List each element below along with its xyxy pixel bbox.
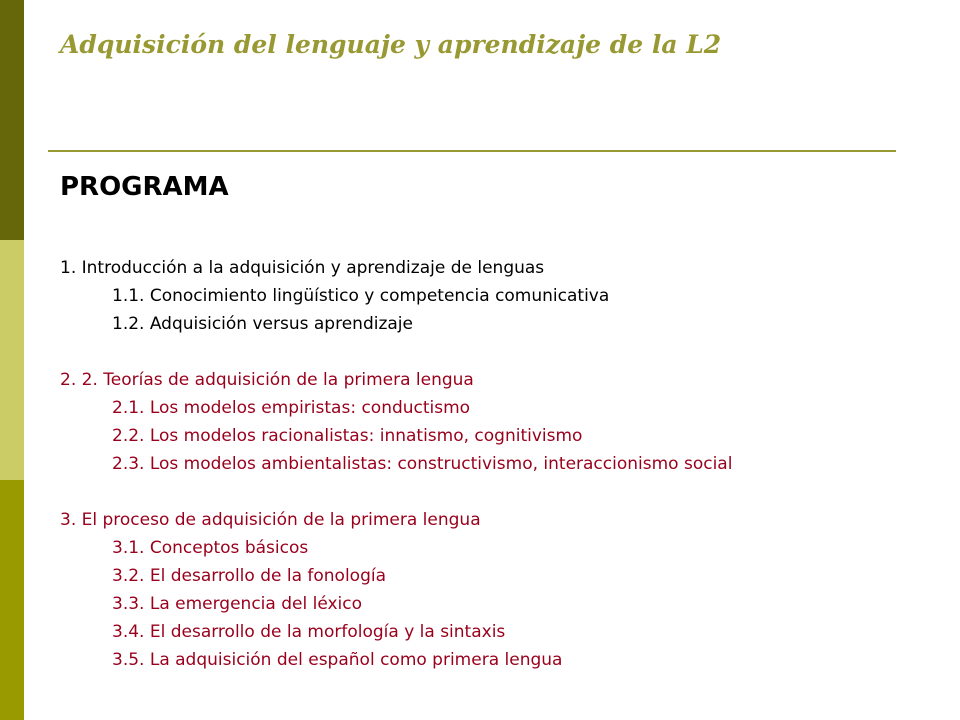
section-title: 2. 2. Teorías de adquisición de la primera lengua (60, 370, 474, 390)
section-item: 1.2. Adquisición versus aprendizaje (112, 314, 413, 334)
section-item: 1.1. Conocimiento lingüístico y competencia comunicativa (112, 286, 610, 306)
sidebar-band-middle (0, 240, 24, 480)
sidebar-band-bottom (0, 480, 24, 720)
section-item: 2.3. Los modelos ambientalistas: constructivismo, interaccionismo social (112, 454, 733, 474)
section-title: 1. Introducción a la adquisición y aprendizaje de lenguas (60, 258, 545, 278)
section-spacer (60, 478, 940, 506)
section-item: 3.2. El desarrollo de la fonología (112, 566, 387, 586)
section-item: 2.1. Los modelos empiristas: conductismo (112, 398, 471, 418)
sidebar-band-top (0, 0, 24, 240)
section-item: 2.2. Los modelos racionalistas: innatismo, cognitivismo (112, 426, 583, 446)
section-item: 3.3. La emergencia del léxico (112, 594, 363, 614)
section-item: 3.4. El desarrollo de la morfología y la sintaxis (112, 622, 506, 642)
slide-title: Adquisición del lenguaje y aprendizaje de la L2 (60, 30, 722, 59)
section-item: 3.5. La adquisición del español como primera lengua (112, 650, 563, 670)
section-item: 3.1. Conceptos básicos (112, 538, 309, 558)
program-heading: PROGRAMA (60, 172, 229, 202)
section-title: 3. El proceso de adquisición de la primera lengua (60, 510, 481, 530)
program-outline (60, 254, 940, 674)
title-divider (48, 150, 896, 152)
section-spacer (60, 338, 940, 366)
